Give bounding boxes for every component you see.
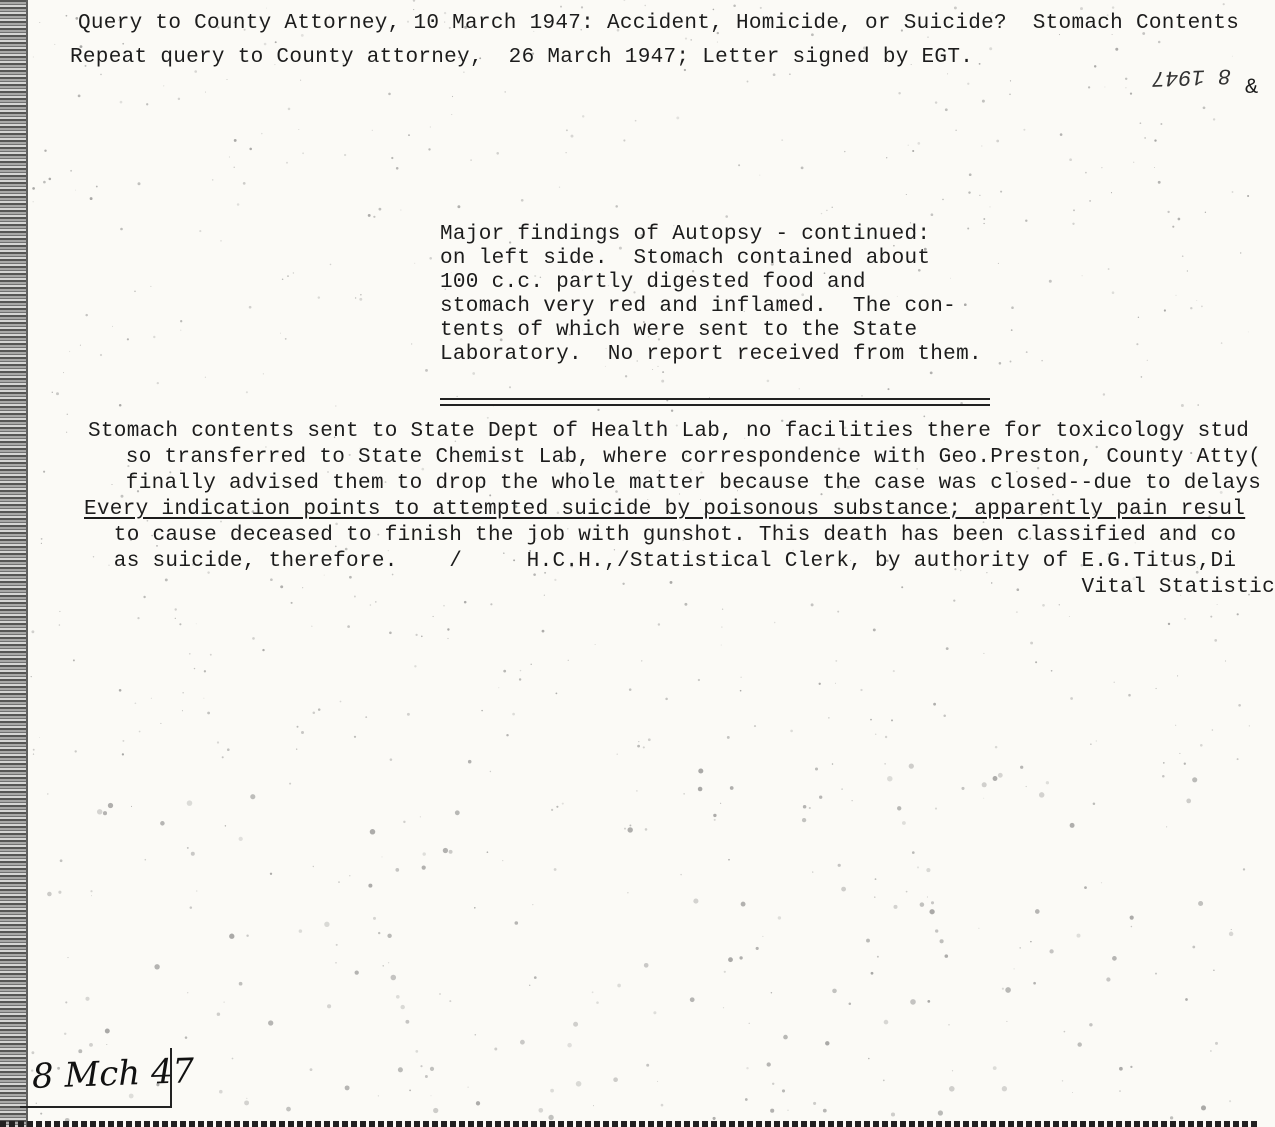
bottom-perforation-edge	[0, 1121, 1257, 1127]
findings-line-2: on left side. Stomach contained about	[440, 247, 931, 270]
edge-fragment: &	[1245, 75, 1259, 100]
note-line-5: to cause deceased to finish the job with gunshot. This death has been classified and co	[88, 524, 1237, 547]
handwritten-date: 8 Mch 47	[31, 1051, 195, 1097]
note-line-7: Vital Statistic	[88, 576, 1275, 599]
autopsy-findings-block	[440, 222, 990, 368]
findings-double-rule	[440, 398, 990, 406]
date-stamp: 8 1947	[1151, 62, 1232, 91]
note-line-6: as suicide, therefore. / H.C.H.,/Statistical Clerk, by authority of E.G.Titus,Di	[88, 550, 1237, 573]
findings-line-3: 100 c.c. partly digested food and	[440, 271, 866, 294]
findings-line-1: Major findings of Autopsy - continued:	[440, 223, 931, 246]
binding-margin-strip	[0, 0, 26, 1127]
header-repeat-query-line: Repeat query to County attorney, 26 March 1947; Letter signed by EGT.	[70, 46, 974, 69]
findings-line-5: tents of which were sent to the State	[440, 319, 918, 342]
findings-line-6: Laboratory. No report received from them.	[440, 343, 982, 366]
note-line-2: so transferred to State Chemist Lab, where correspondence with Geo.Preston, County Atty(	[100, 446, 1262, 469]
findings-line-4: stomach very red and inflamed. The con-	[440, 295, 957, 318]
note-line-4: Every indication points to attempted suicide by poisonous substance; apparently pain resul	[84, 498, 1246, 521]
note-line-3: finally advised them to drop the whole matter because the case was closed--due to delays	[100, 472, 1262, 495]
note-line-1: Stomach contents sent to State Dept of Health Lab, no facilities there for toxicology stud	[88, 420, 1250, 443]
header-query-line: Query to County Attorney, 10 March 1947: Accident, Homicide, or Suicide? Stomach Contents	[78, 12, 1240, 35]
